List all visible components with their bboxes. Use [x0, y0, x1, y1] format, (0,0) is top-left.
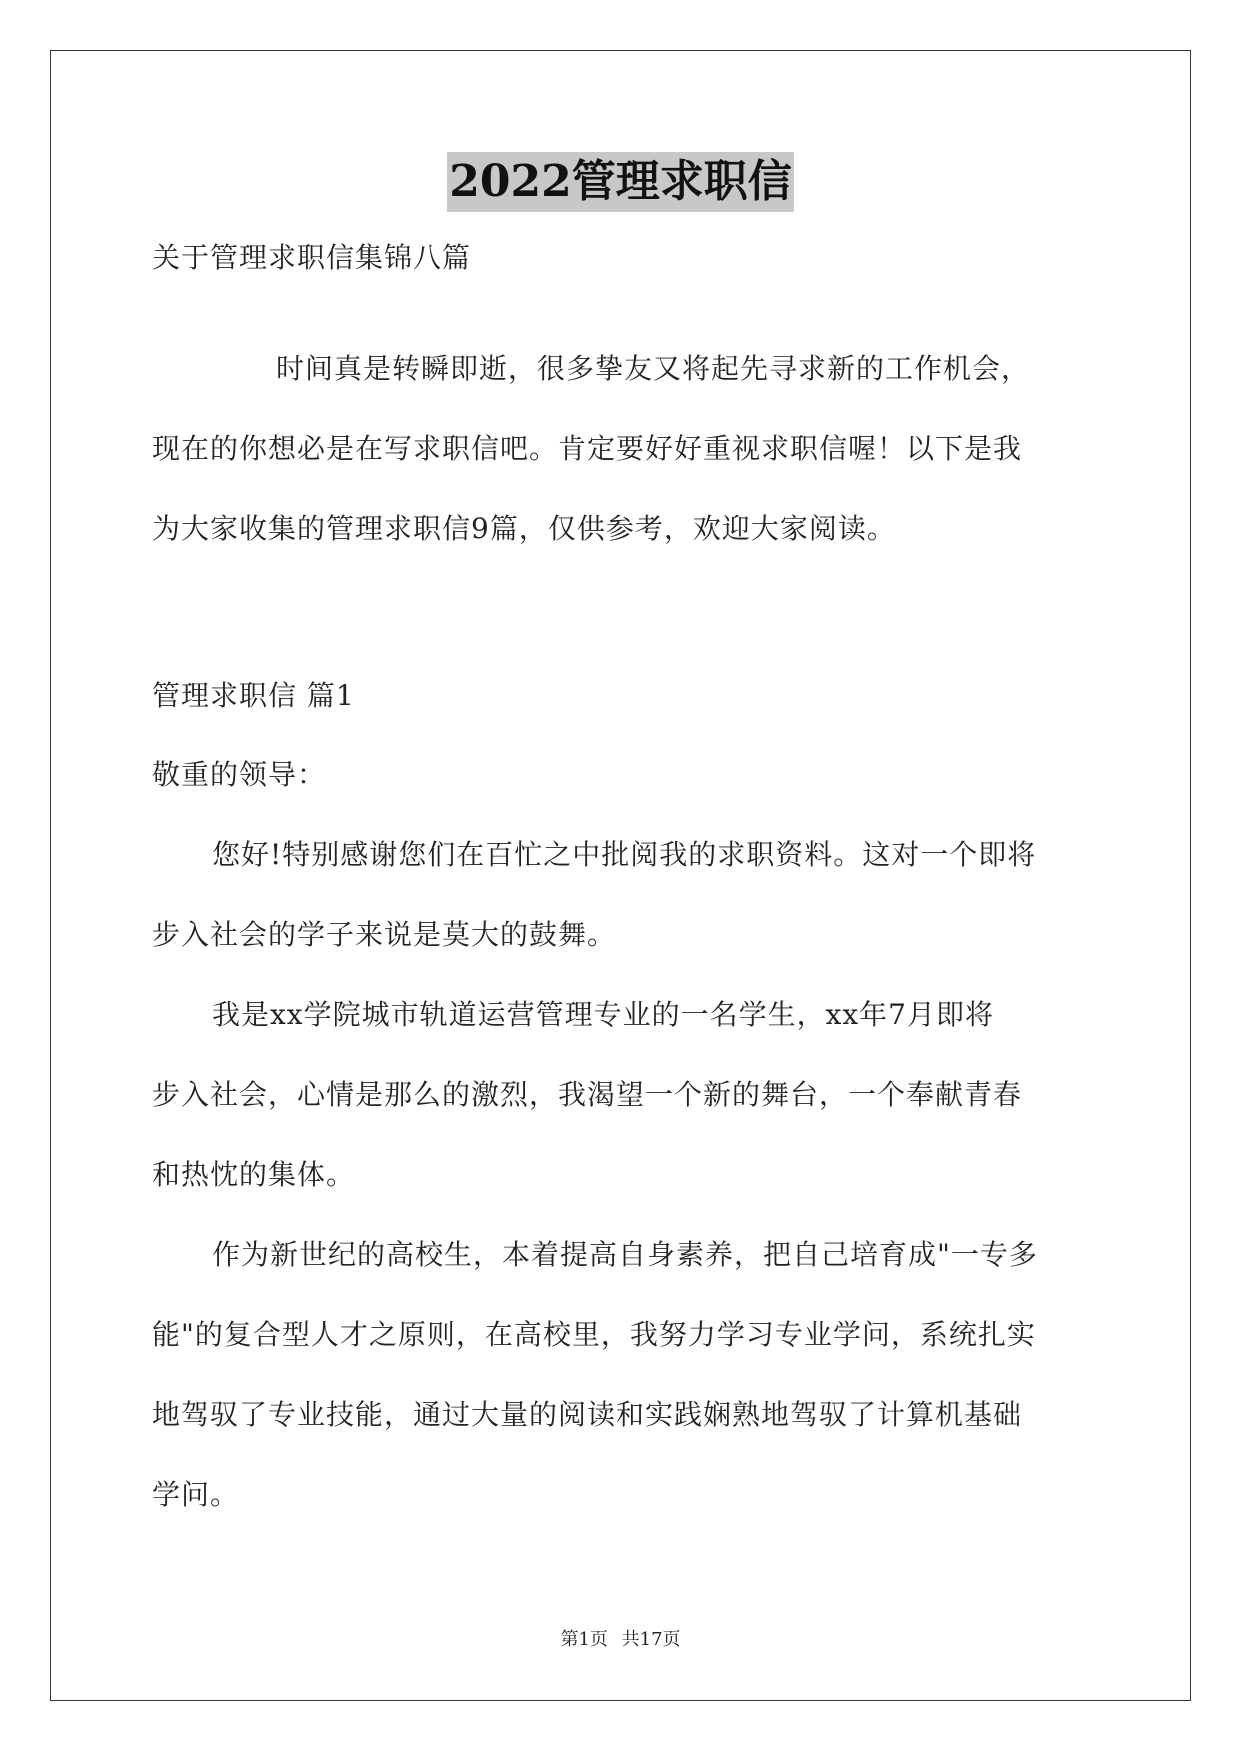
intro-line-3: 为大家收集的管理求职信9篇，仅供参考，欢迎大家阅读。: [152, 512, 896, 545]
paragraph-line-1: 您好!特别感谢您们在百忙之中批阅我的求职资料。这对一个即将: [212, 838, 1037, 871]
intro-line-2: 现在的你想必是在写求职信吧。肯定要好好重视求职信喔！以下是我: [152, 432, 1023, 465]
document-title: 2022管理求职信: [447, 152, 793, 212]
section-heading: 管理求职信 篇1: [152, 679, 355, 712]
page-total: 共17页: [621, 1629, 681, 1650]
paragraph-line-2: 步入社会的学子来说是莫大的鼓舞。: [152, 918, 617, 951]
paragraph-line-7: 能"的复合型人才之原则，在高校里，我努力学习专业学问，系统扎实: [152, 1318, 1036, 1351]
paragraph-line-9: 学问。: [152, 1478, 240, 1511]
page-number: 第1页: [560, 1629, 608, 1650]
page-border: [50, 50, 1191, 1701]
intro-line-1: 时间真是转瞬即逝，很多挚友又将起先寻求新的工作机会，: [276, 352, 1031, 385]
paragraph-line-4: 步入社会，心情是那么的激烈，我渴望一个新的舞台，一个奉献青春: [152, 1078, 1023, 1111]
paragraph-line-5: 和热忱的集体。: [152, 1158, 356, 1191]
page-footer: [0, 1625, 1241, 1651]
paragraph-line-8: 地驾驭了专业技能，通过大量的阅读和实践娴熟地驾驭了计算机基础: [152, 1398, 1023, 1431]
paragraph-line-6: 作为新世纪的高校生，本着提高自身素养，把自己培育成"一专多: [212, 1238, 1038, 1271]
document-subtitle: 关于管理求职信集锦八篇: [152, 241, 472, 274]
salutation: 敬重的领导：: [152, 758, 327, 791]
paragraph-line-3: 我是xx学院城市轨道运营管理专业的一名学生，xx年7月即将: [212, 998, 994, 1031]
title-container: [0, 152, 1241, 212]
